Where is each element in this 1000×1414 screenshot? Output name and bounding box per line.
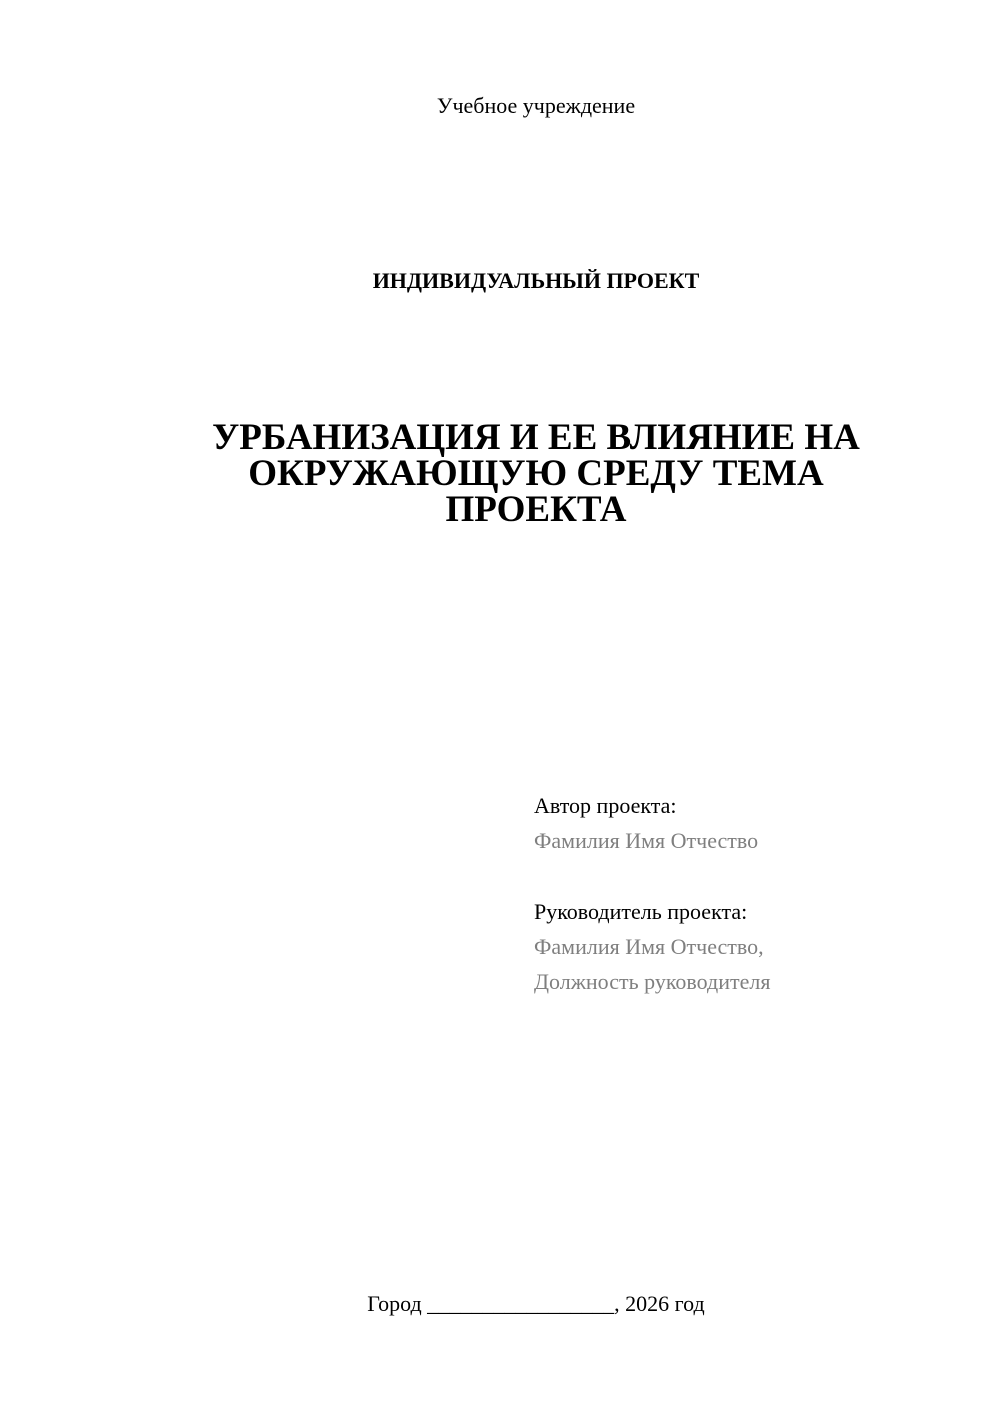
author-block [534, 788, 974, 858]
project-title-line: ОКРУЖАЮЩУЮ СРЕДУ ТЕМА [248, 453, 824, 494]
author-label: Автор проекта: [534, 793, 677, 818]
supervisor-name-placeholder: Фамилия Имя Отчество, [534, 934, 764, 959]
supervisor-block [534, 894, 974, 999]
institution-name: Учебное учреждение [436, 93, 636, 118]
supervisor-label: Руководитель проекта: [534, 899, 748, 924]
document-type-heading: ИНДИВИДУАЛЬНЫЙ ПРОЕКТ [372, 268, 700, 293]
project-title-line: ПРОЕКТА [445, 489, 627, 530]
author-name-placeholder: Фамилия Имя Отчество [534, 828, 759, 853]
city-year-footer: Город _________________, 2026 год [367, 1291, 705, 1316]
supervisor-position-placeholder: Должность руководителя [534, 969, 771, 994]
project-title-line: УРБАНИЗАЦИЯ И ЕЕ ВЛИЯНИЕ НА [212, 417, 860, 458]
project-title [180, 417, 892, 530]
